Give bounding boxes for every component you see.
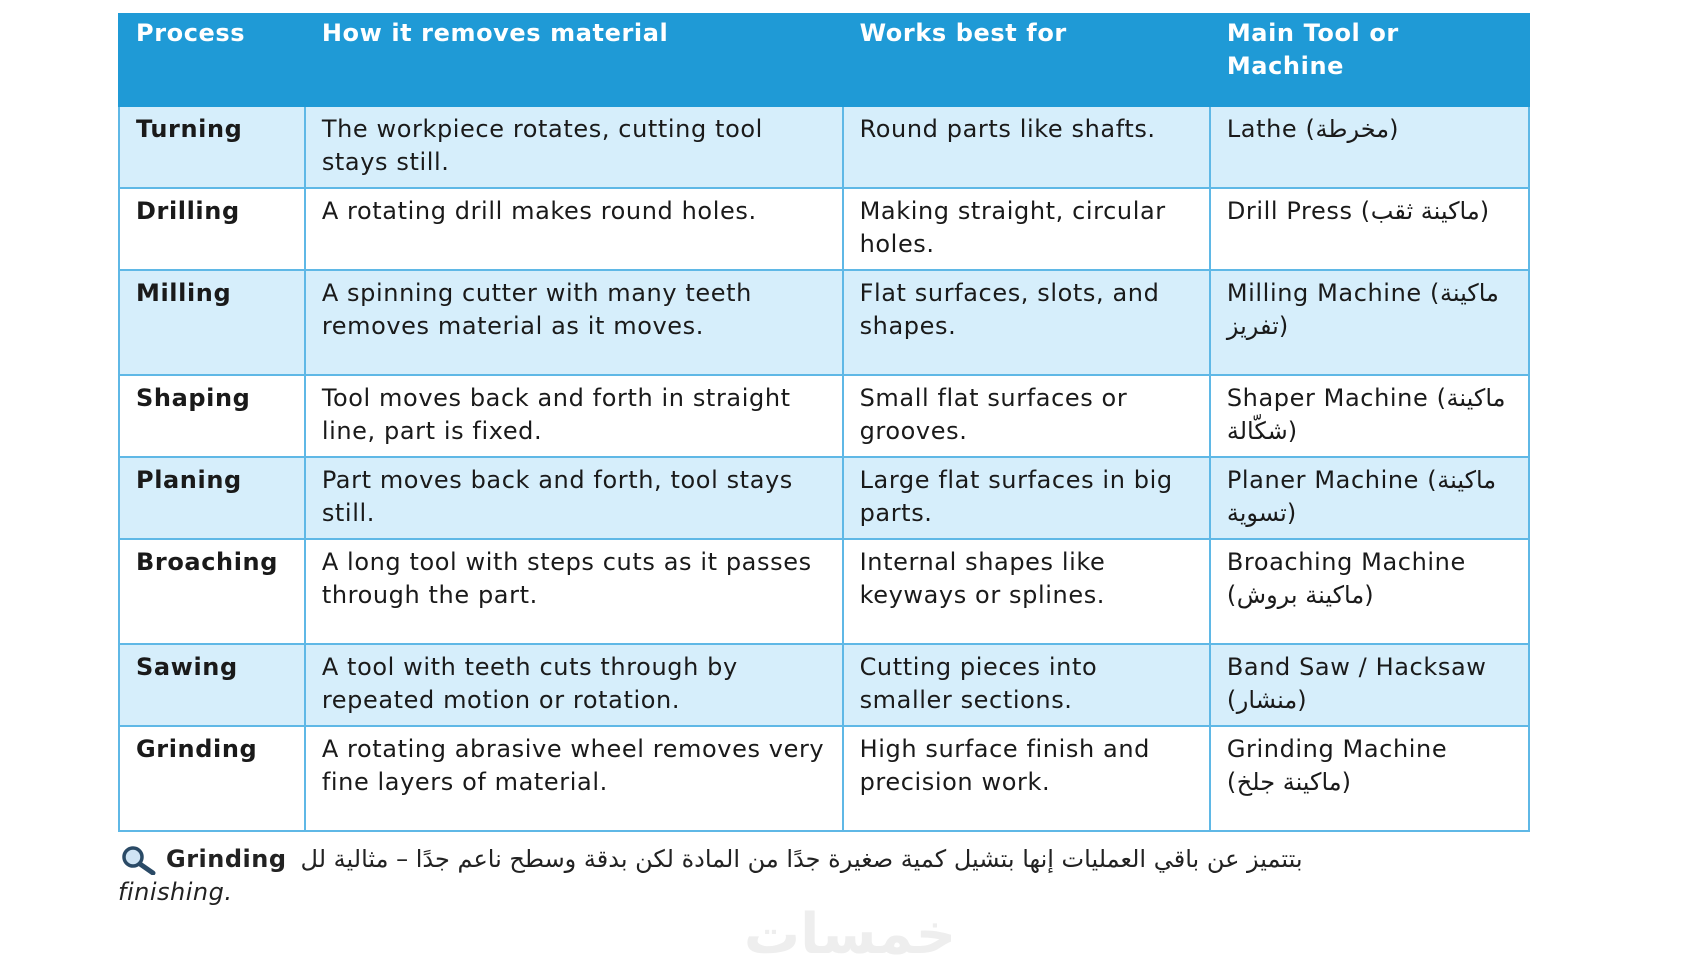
process-name: Shaping bbox=[119, 375, 305, 457]
removal-method: A rotating drill makes round holes. bbox=[305, 188, 843, 270]
removal-method: A long tool with steps cuts as it passes through the part. bbox=[305, 539, 843, 644]
best-use: Making straight, circular holes. bbox=[843, 188, 1210, 270]
watermark: خمسات bbox=[743, 902, 957, 967]
removal-method: A rotating abrasive wheel removes very fine layers of material. bbox=[305, 726, 843, 831]
best-use: Flat surfaces, slots, and shapes. bbox=[843, 270, 1210, 375]
main-tool: Shaper Machine (ماكينة شكّالة) bbox=[1210, 375, 1529, 457]
best-use: Large flat surfaces in big parts. bbox=[843, 457, 1210, 539]
main-tool: Milling Machine (ماكينة تفريز) bbox=[1210, 270, 1529, 375]
main-tool: Band Saw / Hacksaw (منشار) bbox=[1210, 644, 1529, 726]
best-use: Cutting pieces into smaller sections. bbox=[843, 644, 1210, 726]
process-name: Planing bbox=[119, 457, 305, 539]
main-tool: Planer Machine (ماكينة تسوية) bbox=[1210, 457, 1529, 539]
main-tool: Lathe (مخرطة) bbox=[1210, 106, 1529, 188]
removal-method: The workpiece rotates, cutting tool stays still. bbox=[305, 106, 843, 188]
table-row bbox=[119, 457, 1529, 539]
table-row bbox=[119, 726, 1529, 831]
magnifier-icon bbox=[118, 845, 158, 875]
process-name: Sawing bbox=[119, 644, 305, 726]
process-name: Drilling bbox=[119, 188, 305, 270]
note-english-tail: finishing. bbox=[118, 878, 233, 906]
table-row bbox=[119, 270, 1529, 375]
process-name: Broaching bbox=[119, 539, 305, 644]
note-arabic-text: بتتميز عن باقي العمليات إنها بتشيل كمية صغيرة جدًا من المادة لكن بدقة وسطح ناعم جدًا – مثالية لل bbox=[300, 845, 1303, 873]
header-row bbox=[119, 14, 1529, 106]
removal-method: A spinning cutter with many teeth removes material as it moves. bbox=[305, 270, 843, 375]
table-row bbox=[119, 539, 1529, 644]
table-header bbox=[119, 14, 1529, 106]
header-main-tool: Main Tool or Machine bbox=[1210, 14, 1529, 106]
process-name: Milling bbox=[119, 270, 305, 375]
header-process: Process bbox=[119, 14, 305, 106]
removal-method: A tool with teeth cuts through by repeated motion or rotation. bbox=[305, 644, 843, 726]
grinding-note bbox=[118, 843, 1530, 909]
process-table bbox=[118, 13, 1530, 832]
best-use: Small flat surfaces or grooves. bbox=[843, 375, 1210, 457]
process-name: Turning bbox=[119, 106, 305, 188]
table-row bbox=[119, 375, 1529, 457]
main-tool: Grinding Machine (ماكينة جلخ) bbox=[1210, 726, 1529, 831]
main-tool: Broaching Machine (ماكينة بروش) bbox=[1210, 539, 1529, 644]
table-body bbox=[119, 106, 1529, 831]
machining-process-table bbox=[118, 13, 1530, 832]
removal-method: Tool moves back and forth in straight line, part is fixed. bbox=[305, 375, 843, 457]
table-row bbox=[119, 644, 1529, 726]
table-row bbox=[119, 106, 1529, 188]
main-tool: Drill Press (ماكينة ثقب) bbox=[1210, 188, 1529, 270]
best-use: High surface finish and precision work. bbox=[843, 726, 1210, 831]
process-name: Grinding bbox=[119, 726, 305, 831]
note-line bbox=[118, 843, 1530, 876]
removal-method: Part moves back and forth, tool stays still. bbox=[305, 457, 843, 539]
header-works-best: Works best for bbox=[843, 14, 1210, 106]
best-use: Round parts like shafts. bbox=[843, 106, 1210, 188]
best-use: Internal shapes like keyways or splines. bbox=[843, 539, 1210, 644]
note-keyword: Grinding bbox=[166, 845, 287, 873]
header-how-removes: How it removes material bbox=[305, 14, 843, 106]
table-row bbox=[119, 188, 1529, 270]
